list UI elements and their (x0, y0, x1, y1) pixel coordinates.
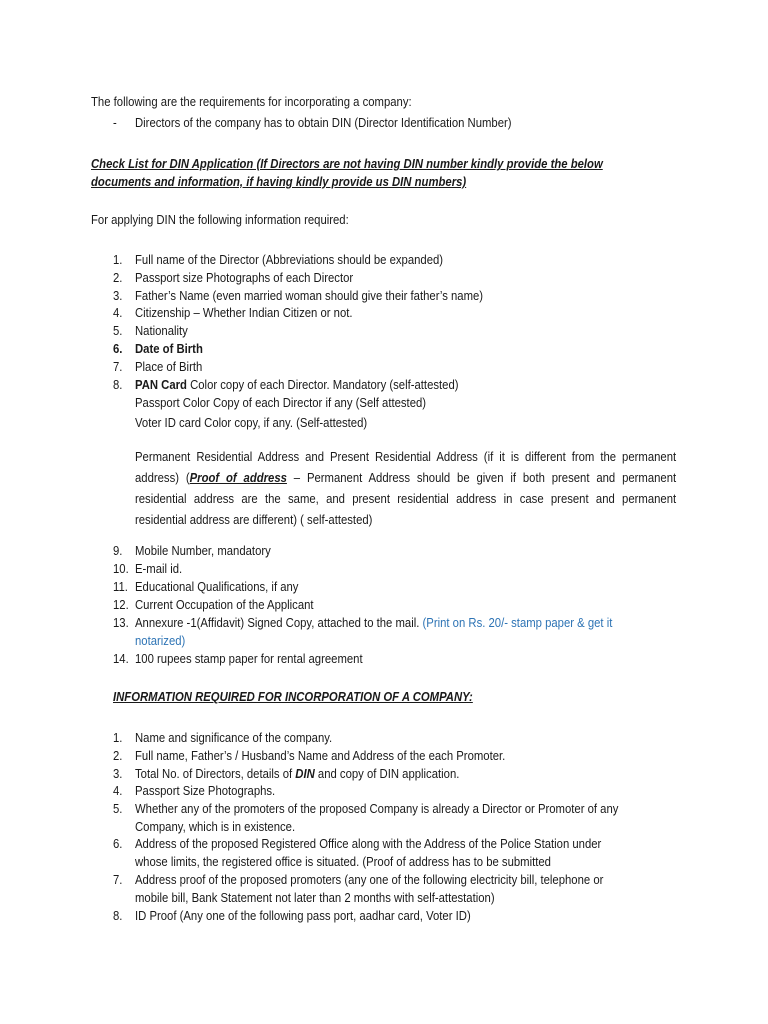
din-item-text (135, 376, 459, 394)
pan-extra-voter: Voter ID card Color copy, if any. (Self-attested) (135, 415, 368, 430)
din-item-text: Passport size Photographs of each Director (135, 270, 354, 285)
incorporation-heading: INFORMATION REQUIRED FOR INCORPORATION OF A COMPANY: (113, 689, 473, 704)
stamp-paper-note: (Print on Rs. 20/- stamp paper & get it (422, 615, 613, 630)
inc-item-number: 8. (113, 908, 123, 923)
inc-item-number: 5. (113, 801, 123, 816)
checklist-heading-line1: Check List for DIN Application (If Directors are not having DIN number kindly provide the below (91, 156, 603, 171)
din-item-number: 5. (113, 323, 123, 338)
din-item-number: 14. (113, 651, 129, 666)
inc-item-number: 4. (113, 783, 123, 798)
inc-item-number: 1. (113, 730, 123, 745)
pan-card-label: PAN Card (135, 377, 187, 392)
din-item-text: 100 rupees stamp paper for rental agreement (135, 651, 363, 666)
din-item-text: Date of Birth (135, 341, 203, 356)
din-item-number: 13. (113, 615, 129, 630)
inc-item-number: 6. (113, 836, 123, 851)
address-para-start: Permanent Residential Address and Present Residential Address (if it is different from the permanent address) ( (135, 449, 677, 485)
inc-item-text: Full name, Father’s / Husband’s Name and Address of the each Promoter. (135, 748, 506, 763)
din-item-text: Father’s Name (even married woman should give their father’s name) (135, 288, 484, 303)
address-para-end: – Permanent Address should be given if both present and permanent residential address are the same, and present residential address in case present and permanent residential address are different) ( self-attested) (135, 470, 677, 527)
din-item-number: 8. (113, 377, 123, 392)
inc-item-text: Address proof of the proposed promoters (any one of the following electricity bill, telephone or (135, 872, 604, 887)
din-item-text: Nationality (135, 323, 188, 338)
din-emphasis: DIN (295, 766, 315, 781)
din-intro: For applying DIN the following information required: (91, 212, 349, 227)
din-item-number: 10. (113, 561, 129, 576)
intro-line: The following are the requirements for incorporating a company: (91, 94, 412, 109)
din-item-number: 2. (113, 270, 123, 285)
din-item-number: 11. (113, 579, 128, 594)
proof-of-address-emphasis: Proof of address (189, 470, 287, 485)
din-item-text: Citizenship – Whether Indian Citizen or not. (135, 305, 353, 320)
stamp-paper-note-cont: notarized) (135, 633, 186, 648)
annexure-text: Annexure -1(Affidavit) Signed Copy, attached to the mail. (135, 615, 423, 630)
checklist-heading-line2: documents and information, if having kindly provide us DIN numbers) (91, 174, 467, 189)
inc-item-text: ID Proof (Any one of the following pass port, aadhar card, Voter ID) (135, 908, 471, 923)
din-item-text: E-mail id. (135, 561, 183, 576)
inc-item-text-cont: mobile bill, Bank Statement not later than 2 months with self-attestation) (135, 890, 495, 905)
pan-card-text: Color copy of each Director. Mandatory (self-attested) (186, 377, 459, 392)
din-item-number: 7. (113, 359, 123, 374)
inc-item-text-cont: Company, which is in existence. (135, 819, 296, 834)
din-item-number: 9. (113, 543, 123, 558)
din-item-text: Current Occupation of the Applicant (135, 597, 314, 612)
din-item-number: 4. (113, 305, 123, 320)
inc-item-text: Address of the proposed Registered Office along with the Address of the Police Station under (135, 836, 602, 851)
din-item-number: 3. (113, 288, 123, 303)
din-item-text: Full name of the Director (Abbreviations should be expanded) (135, 252, 444, 267)
inc-item-text: Passport Size Photographs. (135, 783, 276, 798)
inc-item-text: Whether any of the promoters of the proposed Company is already a Director or Promoter of any (135, 801, 619, 816)
inc-item-number: 7. (113, 872, 123, 887)
din-item-number: 12. (113, 597, 129, 612)
intro-bullet-mark: - (113, 115, 117, 130)
inc-item-number: 2. (113, 748, 123, 763)
din-item-text (135, 614, 612, 632)
inc-item-text-cont: whose limits, the registered office is situated. (Proof of address has to be submitted (135, 854, 551, 869)
din-item-text: Educational Qualifications, if any (135, 579, 299, 594)
din-item-number: 6. (113, 341, 123, 356)
din-details-post: and copy of DIN application. (314, 766, 460, 781)
inc-item-text (135, 765, 459, 783)
din-item-text: Place of Birth (135, 359, 203, 374)
din-item-number: 1. (113, 252, 123, 267)
din-item-text: Mobile Number, mandatory (135, 543, 271, 558)
address-paragraph (135, 446, 676, 530)
inc-item-number: 3. (113, 766, 123, 781)
inc-item-text: Name and significance of the company. (135, 730, 333, 745)
din-details-pre: Total No. of Directors, details of (135, 766, 296, 781)
intro-bullet: Directors of the company has to obtain DIN (Director Identification Number) (135, 115, 512, 130)
pan-extra-passport: Passport Color Copy of each Director if any (Self attested) (135, 395, 427, 410)
